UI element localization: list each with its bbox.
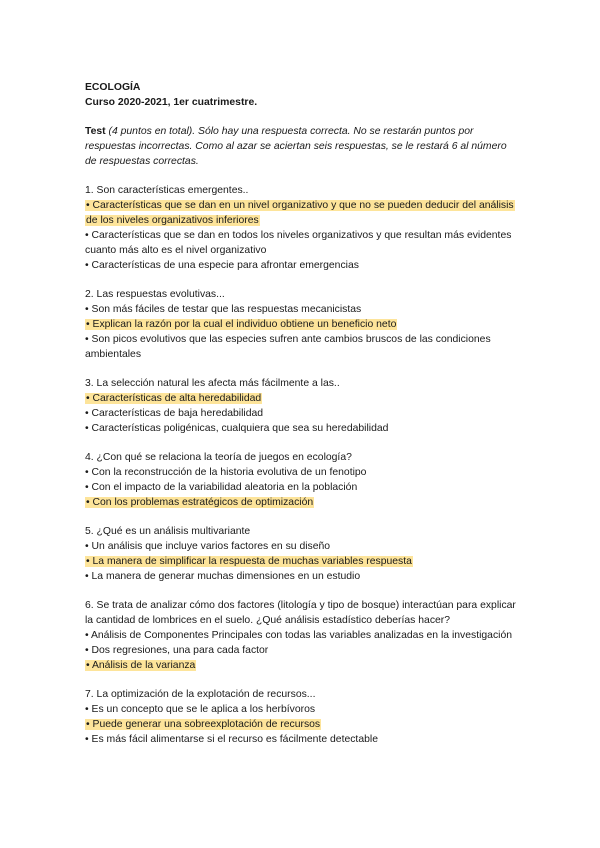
- answer-text: • Son picos evolutivos que las especies sufren ante cambios bruscos de las condiciones ambientales: [85, 334, 491, 360]
- answer-option: [85, 539, 520, 554]
- instructions: [85, 124, 520, 169]
- answer-text: • Son más fáciles de testar que las respuestas mecanicistas: [85, 304, 362, 315]
- answer-option: [85, 554, 520, 569]
- answer-text: • Análisis de Componentes Principales con todas las variables analizadas en la investigación: [85, 630, 513, 641]
- spacer: [85, 436, 520, 450]
- answer-option: [85, 406, 520, 421]
- correct-answer-highlight: • Características que se dan en un nivel organizativo y que no se pueden deducir del análisis de los niveles organizativos inferiores: [86, 200, 514, 226]
- question-text: 3. La selección natural les afecta más fácilmente a las..: [85, 378, 340, 389]
- spacer: [85, 110, 520, 124]
- answer-option: [85, 465, 520, 480]
- answer-option: [85, 302, 520, 317]
- spacer: [85, 362, 520, 376]
- answer-option: [85, 658, 520, 673]
- question-text: 5. ¿Qué es un análisis multivariante: [85, 526, 251, 537]
- question-list: [85, 169, 520, 747]
- answer-text: • La manera de generar muchas dimensiones en un estudio: [85, 571, 361, 582]
- answer-option: [85, 628, 520, 643]
- question-block: [85, 183, 520, 273]
- answer-option: [85, 421, 520, 436]
- question-text: 4. ¿Con qué se relaciona la teoría de juegos en ecología?: [85, 452, 352, 463]
- correct-answer-highlight: • La manera de simplificar la respuesta de muchas variables respuesta: [86, 556, 412, 567]
- answer-text: • Es más fácil alimentarse si el recurso es fácilmente detectable: [85, 734, 378, 745]
- answer-option: [85, 643, 520, 658]
- correct-answer-highlight: • Explican la razón por la cual el individuo obtiene un beneficio neto: [86, 319, 397, 330]
- spacer: [85, 584, 520, 598]
- question-block: [85, 687, 520, 747]
- answer-option: [85, 391, 520, 406]
- answer-text: • Características de baja heredabilidad: [85, 408, 264, 419]
- spacer: [85, 169, 520, 183]
- answer-option: [85, 332, 520, 362]
- question-text: 7. La optimización de la explotación de recursos...: [85, 689, 316, 700]
- question-text: 6. Se trata de analizar cómo dos factores (litología y tipo de bosque) interactúan para explicar la cantidad de lombrices en el suelo. ¿Qué análisis estadístico deberías hacer?: [85, 600, 516, 626]
- answer-option: [85, 198, 520, 228]
- question-block: [85, 524, 520, 584]
- correct-answer-highlight: • Análisis de la varianza: [86, 660, 196, 671]
- correct-answer-highlight: • Puede generar una sobreexplotación de recursos: [86, 719, 321, 730]
- answer-option: [85, 258, 520, 273]
- answer-text: • Con la reconstrucción de la historia evolutiva de un fenotipo: [85, 467, 367, 478]
- spacer: [85, 510, 520, 524]
- test-label: Test: [85, 126, 106, 137]
- answer-text: • Dos regresiones, una para cada factor: [85, 645, 269, 656]
- question-block: [85, 376, 520, 436]
- answer-text: • Características que se dan en todos los niveles organizativos y que resultan más evidentes cuanto más alto es el nivel organizativo: [85, 230, 512, 256]
- answer-option: [85, 495, 520, 510]
- answer-option: [85, 317, 520, 332]
- answer-text: • Es un concepto que se le aplica a los herbívoros: [85, 704, 316, 715]
- exam-page: [85, 80, 520, 747]
- course-line: Curso 2020-2021, 1er cuatrimestre.: [85, 97, 258, 108]
- instructions-text: (4 puntos en total). Sólo hay una respuesta correcta. No se restarán puntos por respuestas incorrectas. Como al azar se aciertan seis respuestas, se le restará 6 al número de respuestas correctas.: [85, 126, 507, 167]
- question-block: [85, 598, 520, 673]
- correct-answer-highlight: • Con los problemas estratégicos de optimización: [86, 497, 314, 508]
- spacer: [85, 673, 520, 687]
- answer-option: [85, 717, 520, 732]
- page-title: ECOLOGÍA: [85, 82, 141, 93]
- question-block: [85, 287, 520, 362]
- answer-option: [85, 569, 520, 584]
- correct-answer-highlight: • Características de alta heredabilidad: [86, 393, 262, 404]
- question-text: 1. Son características emergentes..: [85, 185, 249, 196]
- question-text: 2. Las respuestas evolutivas...: [85, 289, 225, 300]
- answer-text: • Características poligénicas, cualquiera que sea su heredabilidad: [85, 423, 389, 434]
- answer-text: • Con el impacto de la variabilidad aleatoria en la población: [85, 482, 358, 493]
- answer-option: [85, 702, 520, 717]
- answer-text: • Características de una especie para afrontar emergencias: [85, 260, 359, 271]
- answer-text: • Un análisis que incluye varios factores en su diseño: [85, 541, 331, 552]
- answer-option: [85, 480, 520, 495]
- answer-option: [85, 228, 520, 258]
- answer-option: [85, 732, 520, 747]
- question-block: [85, 450, 520, 510]
- spacer: [85, 273, 520, 287]
